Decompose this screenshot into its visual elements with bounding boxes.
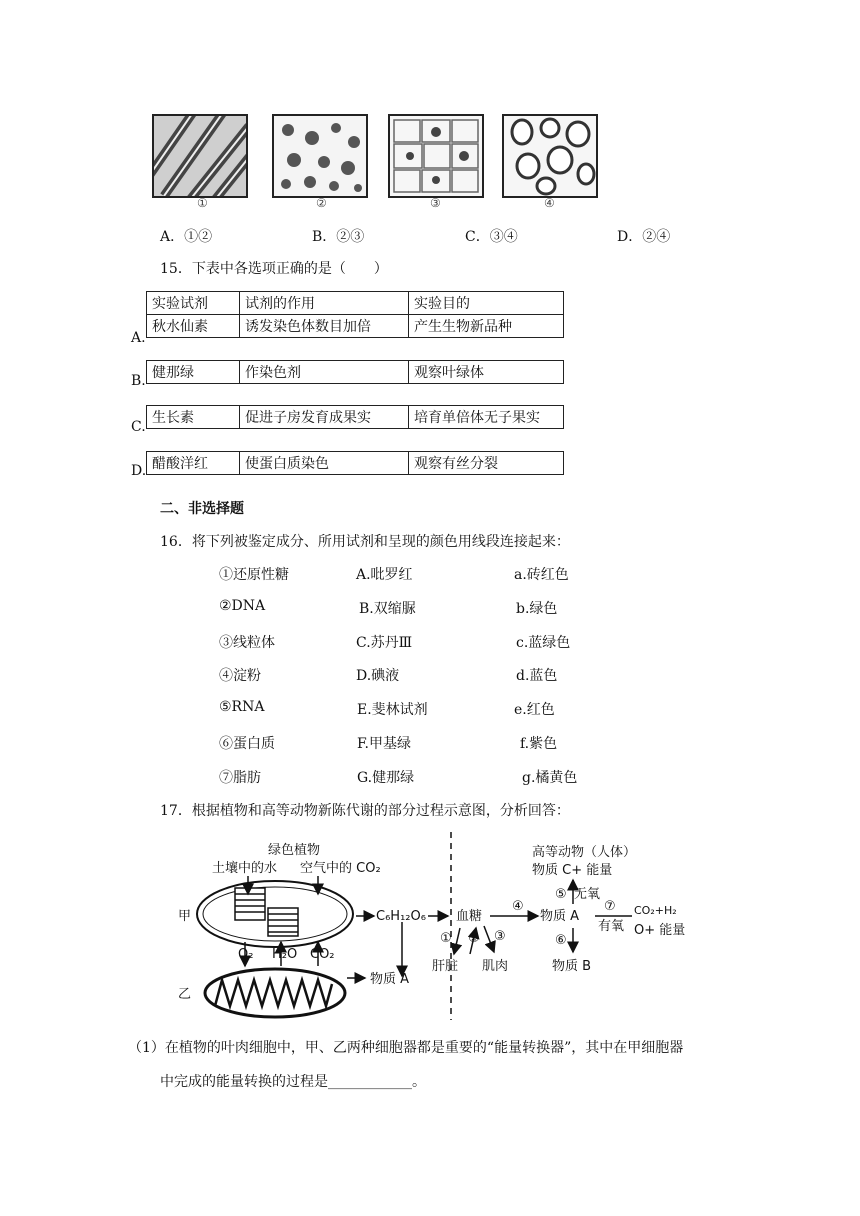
color-item: d.蓝色 bbox=[516, 668, 558, 684]
micrograph-4 bbox=[502, 114, 598, 198]
section-title: 二、非选择题 bbox=[160, 501, 244, 517]
color-item: e.红色 bbox=[514, 702, 555, 718]
step-1-label: ① bbox=[440, 931, 452, 946]
color-item: g.橘黄色 bbox=[522, 770, 578, 786]
micrograph-3 bbox=[388, 114, 484, 198]
table-cell: 作染色剂 bbox=[240, 361, 409, 384]
table-cell: 诱发染色体数目加倍 bbox=[240, 315, 409, 338]
step-5-label: ⑤ bbox=[555, 887, 567, 902]
animal-title-label: 高等动物（人体） bbox=[532, 845, 637, 860]
color-item: a.砖红色 bbox=[514, 567, 569, 583]
q14-option-c[interactable]: C．③④ bbox=[465, 229, 518, 245]
substance-a-left-label: 物质 A bbox=[370, 972, 410, 987]
step-2-label: ② bbox=[468, 931, 480, 946]
reagent-item: C.苏丹Ⅲ bbox=[356, 635, 413, 651]
component-item: ⑤RNA bbox=[219, 699, 265, 715]
reagent-item: G.健那绿 bbox=[357, 770, 415, 786]
q15-label-d[interactable]: D. bbox=[131, 463, 147, 479]
step-3-label: ③ bbox=[494, 929, 506, 944]
q15-label-c[interactable]: C. bbox=[131, 419, 146, 435]
component-item: ⑦脂肪 bbox=[219, 770, 261, 786]
step-4-label: ④ bbox=[512, 899, 524, 914]
reagent-item: F.甲基绿 bbox=[357, 736, 411, 752]
header-cell: 实验试剂 bbox=[147, 292, 240, 315]
table-cell: 产生生物新品种 bbox=[409, 315, 564, 338]
substance-a-right-label: 物质 A bbox=[540, 909, 580, 924]
micrograph-1 bbox=[152, 114, 248, 198]
co2-h2-label: CO₂+H₂ bbox=[634, 904, 677, 917]
image-label-3: ③ bbox=[430, 196, 441, 210]
table-cell: 使蛋白质染色 bbox=[240, 452, 409, 475]
aerobic-label: 有氧 bbox=[598, 919, 625, 934]
q15-option-d-table bbox=[146, 451, 564, 475]
yi-label: 乙 bbox=[178, 987, 192, 1002]
table-cell: 生长素 bbox=[147, 406, 240, 429]
glucose-label: C₆H₁₂O₆ bbox=[376, 909, 426, 924]
air-co2-label: 空气中的 CO₂ bbox=[300, 861, 381, 876]
co2-label: CO₂ bbox=[310, 947, 335, 962]
component-item: ⑥蛋白质 bbox=[219, 736, 275, 752]
blood-sugar-label: 血糖 bbox=[456, 909, 483, 924]
step-7-label: ⑦ bbox=[604, 899, 616, 914]
component-item: ③线粒体 bbox=[219, 635, 275, 651]
table-cell: 秋水仙素 bbox=[147, 315, 240, 338]
table-cell: 促进子房发育成果实 bbox=[240, 406, 409, 429]
q14-option-b[interactable]: B．②③ bbox=[312, 229, 365, 245]
table-cell: 观察叶绿体 bbox=[409, 361, 564, 384]
header-cell: 实验目的 bbox=[409, 292, 564, 315]
step-6-label: ⑥ bbox=[555, 933, 567, 948]
component-item: ②DNA bbox=[219, 598, 266, 614]
substance-c-label: 物质 C+ 能量 bbox=[532, 863, 613, 878]
component-item: ④淀粉 bbox=[219, 668, 261, 684]
q15-label-b[interactable]: B. bbox=[131, 373, 146, 389]
green-plant-label: 绿色植物 bbox=[268, 843, 321, 858]
q17-stem: 17．根据植物和高等动物新陈代谢的部分过程示意图，分析回答： bbox=[160, 803, 570, 819]
q15-option-b-table bbox=[146, 360, 564, 384]
color-item: b.绿色 bbox=[516, 601, 558, 617]
q15-stem: 15．下表中各选项正确的是（ ） bbox=[160, 261, 388, 277]
substance-b-label: 物质 B bbox=[552, 959, 592, 974]
q16-stem: 16．将下列被鉴定成分、所用试剂和呈现的颜色用线段连接起来： bbox=[160, 534, 570, 550]
anaerobic-label: 无氧 bbox=[574, 887, 601, 902]
liver-label: 肝脏 bbox=[432, 959, 459, 974]
reagent-item: B.双缩脲 bbox=[359, 601, 416, 617]
image-label-4: ④ bbox=[544, 196, 555, 210]
table-cell: 培育单倍体无子果实 bbox=[409, 406, 564, 429]
o2-label: O₂ bbox=[238, 947, 254, 962]
q14-option-a[interactable]: A．①② bbox=[160, 229, 213, 245]
q15-label-a[interactable]: A. bbox=[131, 330, 146, 346]
image-label-2: ② bbox=[316, 196, 327, 210]
color-item: f.紫色 bbox=[520, 736, 558, 752]
o-energy-label: O+ 能量 bbox=[634, 923, 686, 938]
reagent-item: D.碘液 bbox=[356, 668, 400, 684]
q15-option-c-table bbox=[146, 405, 564, 429]
q17-sub1-line2: 中完成的能量转换的过程是____________。 bbox=[160, 1074, 426, 1090]
reagent-item: E.斐林试剂 bbox=[357, 702, 428, 718]
header-cell: 试剂的作用 bbox=[240, 292, 409, 315]
q14-option-d[interactable]: D．②④ bbox=[617, 229, 671, 245]
image-label-1: ① bbox=[197, 196, 208, 210]
muscle-label: 肌肉 bbox=[482, 959, 509, 974]
soil-water-label: 土壤中的水 bbox=[212, 861, 278, 876]
table-cell: 观察有丝分裂 bbox=[409, 452, 564, 475]
q17-sub1-line1: （1）在植物的叶肉细胞中，甲、乙两种细胞器都是重要的“能量转换器”，其中在甲细胞器 bbox=[128, 1040, 684, 1056]
metabolism-diagram bbox=[170, 830, 710, 1026]
color-item: c.蓝绿色 bbox=[516, 635, 571, 651]
q15-option-a-table bbox=[146, 291, 564, 338]
table-cell: 醋酸洋红 bbox=[147, 452, 240, 475]
reagent-item: A.吡罗红 bbox=[356, 567, 413, 583]
component-item: ①还原性糖 bbox=[219, 567, 289, 583]
h2o-label: H₂O bbox=[272, 947, 298, 962]
jia-label: 甲 bbox=[178, 909, 192, 924]
table-cell: 健那绿 bbox=[147, 361, 240, 384]
micrograph-2 bbox=[272, 114, 368, 198]
